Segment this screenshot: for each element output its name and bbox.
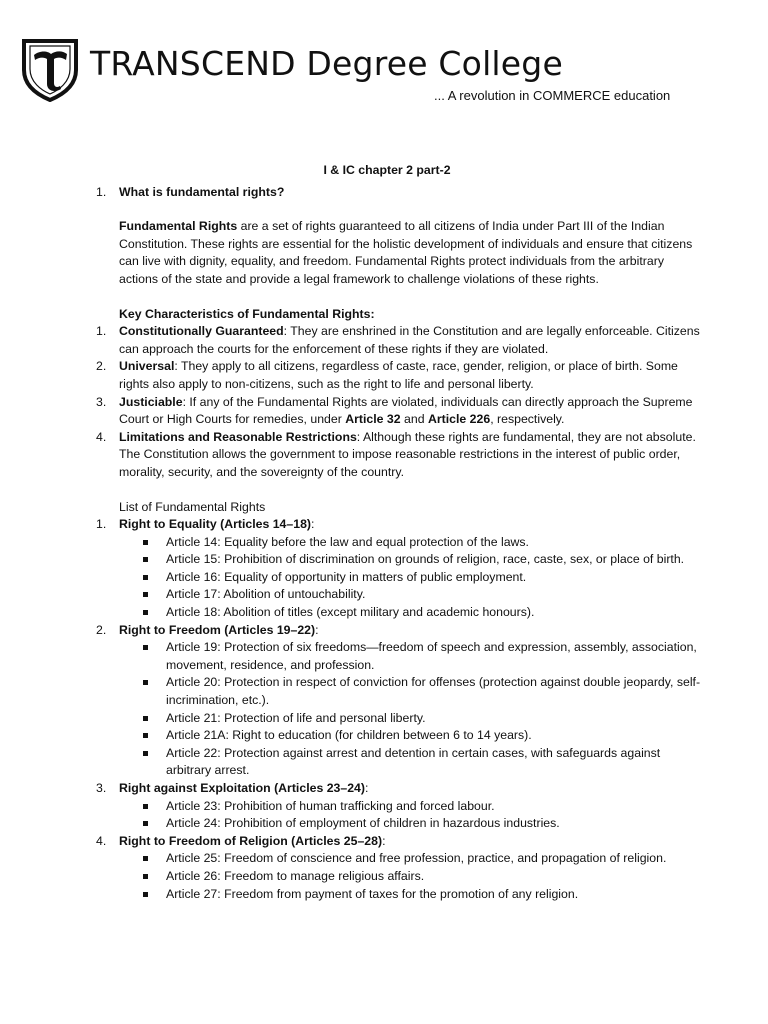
key-characteristics-heading — [0, 306, 768, 324]
article-ref: Article 32 — [345, 412, 401, 427]
article-text: Article 19: Protection of six freedoms—freedom of speech and expression, assembly, association, movement, residence, and profession. — [166, 640, 697, 672]
article-text: Article 17: Abolition of untouchability. — [166, 587, 366, 602]
college-tagline: ... A revolution in COMMERCE education — [434, 88, 671, 103]
section-heading: List of Fundamental Rights — [119, 499, 266, 514]
article-text: Article 25: Freedom of conscience and free profession, practice, and propagation of religion. — [166, 851, 667, 866]
article-text: Article 24: Prohibition of employment of children in hazardous industries. — [166, 816, 560, 831]
article-text: Article 18: Abolition of titles (except military and academic honours). — [166, 605, 535, 620]
characteristic-term: Justiciable — [119, 394, 183, 409]
bullet-icon — [143, 575, 148, 580]
article-text: Article 26: Freedom to manage religious affairs. — [166, 868, 425, 883]
colon: : — [311, 517, 315, 532]
list-number: 2. — [96, 622, 107, 637]
article-item — [0, 551, 768, 569]
bullet-icon — [143, 610, 148, 615]
article-item — [0, 586, 768, 604]
question-1 — [0, 184, 768, 202]
bullet-icon — [143, 592, 148, 597]
bullet-icon — [143, 804, 148, 809]
intro-paragraph — [0, 218, 768, 288]
list-number: 1. — [96, 184, 107, 199]
article-text: Article 15: Prohibition of discrimination on grounds of religion, race, caste, sex, or place of birth. — [166, 552, 685, 567]
bullet-icon — [143, 540, 148, 545]
list-number: 4. — [96, 429, 107, 444]
characteristic-term: Universal — [119, 359, 175, 374]
article-item — [0, 710, 768, 728]
colon: : — [365, 781, 369, 795]
article-item — [0, 639, 768, 674]
article-text: Article 14: Equality before the law and equal protection of the laws. — [166, 534, 529, 549]
article-text: Article 20: Protection in respect of conviction for offenses (protection against double jeopardy, self-incrimination, etc.). — [166, 675, 701, 708]
document-content — [0, 162, 768, 903]
characteristic-text: : They apply to all citizens, regardless of caste, race, gender, religion, or place of birth. Some rights also apply to non-citizens, such as the right to life and personal liberty. — [119, 359, 678, 391]
article-item — [0, 604, 768, 622]
article-text: Article 21: Protection of life and personal liberty. — [166, 710, 426, 725]
colon: : — [315, 622, 319, 637]
bullet-icon — [143, 716, 148, 721]
article-item — [0, 798, 768, 816]
list-heading — [0, 499, 768, 517]
characteristic-term: Constitutionally Guaranteed — [119, 324, 284, 339]
article-item — [0, 886, 768, 904]
question-text: What is fundamental rights? — [119, 184, 285, 199]
right-item — [0, 780, 768, 798]
intro-bold-term: Fundamental Rights — [119, 219, 238, 234]
college-header — [18, 36, 718, 108]
bullet-icon — [143, 557, 148, 562]
list-number: 2. — [96, 359, 107, 374]
bullet-icon — [143, 751, 148, 756]
article-item — [0, 745, 768, 780]
article-text: Article 23: Prohibition of human trafficking and forced labour. — [166, 798, 495, 813]
list-number: 3. — [96, 394, 107, 409]
article-text: Article 16: Equality of opportunity in matters of public employment. — [166, 569, 527, 584]
right-title: Right to Freedom (Articles 19–22) — [119, 622, 316, 637]
article-item — [0, 815, 768, 833]
bullet-icon — [143, 645, 148, 650]
college-crest-logo-icon — [20, 38, 80, 102]
colon: : — [382, 833, 386, 848]
list-number: 3. — [96, 781, 107, 795]
intro-text: are a set of rights guaranteed to all citizens of India under Part III of the Indian Constitution. These rights are essential for the holistic development of individuals and ensure that citizens can live with dignity, equality, and freedom. Fundamental Rights protect individuals from the arbitrary actions of the state and provide a legal framework to challenge violations of these rights. — [119, 219, 693, 286]
bullet-icon — [143, 680, 148, 685]
characteristic-item — [0, 429, 768, 482]
characteristic-term: Limitations and Reasonable Restrictions — [119, 429, 357, 444]
characteristic-item — [0, 358, 768, 393]
characteristic-text: : If any of the Fundamental Rights are violated, individuals can directly approach the Supreme Court or High Courts for remedies, under — [119, 394, 693, 427]
right-title: Right to Freedom of Religion (Articles 25–28) — [119, 833, 383, 848]
article-item — [0, 569, 768, 587]
bullet-icon — [143, 892, 148, 897]
bullet-icon — [143, 874, 148, 879]
article-text: Article 21A: Right to education (for children between 6 to 14 years). — [166, 728, 532, 743]
college-name: TRANSCEND Degree College — [90, 44, 563, 83]
article-text: Article 27: Freedom from payment of taxes for the promotion of any religion. — [166, 886, 579, 901]
list-number: 1. — [96, 517, 107, 532]
article-item — [0, 727, 768, 745]
document-title: I & IC chapter 2 part-2 — [323, 163, 451, 177]
characteristic-text: and — [400, 412, 428, 427]
article-ref: Article 226 — [427, 412, 491, 427]
bullet-icon — [143, 856, 148, 861]
article-item — [0, 674, 768, 709]
right-item — [0, 516, 768, 534]
characteristic-item — [0, 394, 768, 429]
list-number: 1. — [96, 324, 107, 339]
article-item — [0, 534, 768, 552]
characteristic-item — [0, 323, 768, 358]
article-item — [0, 868, 768, 886]
characteristic-text: , respectively. — [490, 412, 565, 427]
right-item — [0, 622, 768, 640]
bullet-icon — [143, 733, 148, 738]
article-text: Article 22: Protection against arrest and detention in certain cases, with safeguards against arbitrary arrest. — [166, 745, 661, 778]
article-item — [0, 850, 768, 868]
right-title: Right against Exploitation (Articles 23–24) — [119, 781, 365, 795]
bullet-icon — [143, 821, 148, 826]
right-title: Right to Equality (Articles 14–18) — [119, 517, 312, 532]
section-heading: Key Characteristics of Fundamental Rights: — [119, 306, 375, 321]
right-item — [0, 833, 768, 851]
characteristic-text: : They are enshrined in the Constitution and are legally enforceable. Citizens can approach the courts for the enforcement of these rights if they are violated. — [119, 324, 700, 356]
characteristic-text: : Although these rights are fundamental, they are not absolute. The Constitution allows the government to impose reasonable restrictions in the interest of public order, morality, security, and the sovereignty of the country. — [119, 429, 696, 479]
list-number: 4. — [96, 833, 107, 848]
